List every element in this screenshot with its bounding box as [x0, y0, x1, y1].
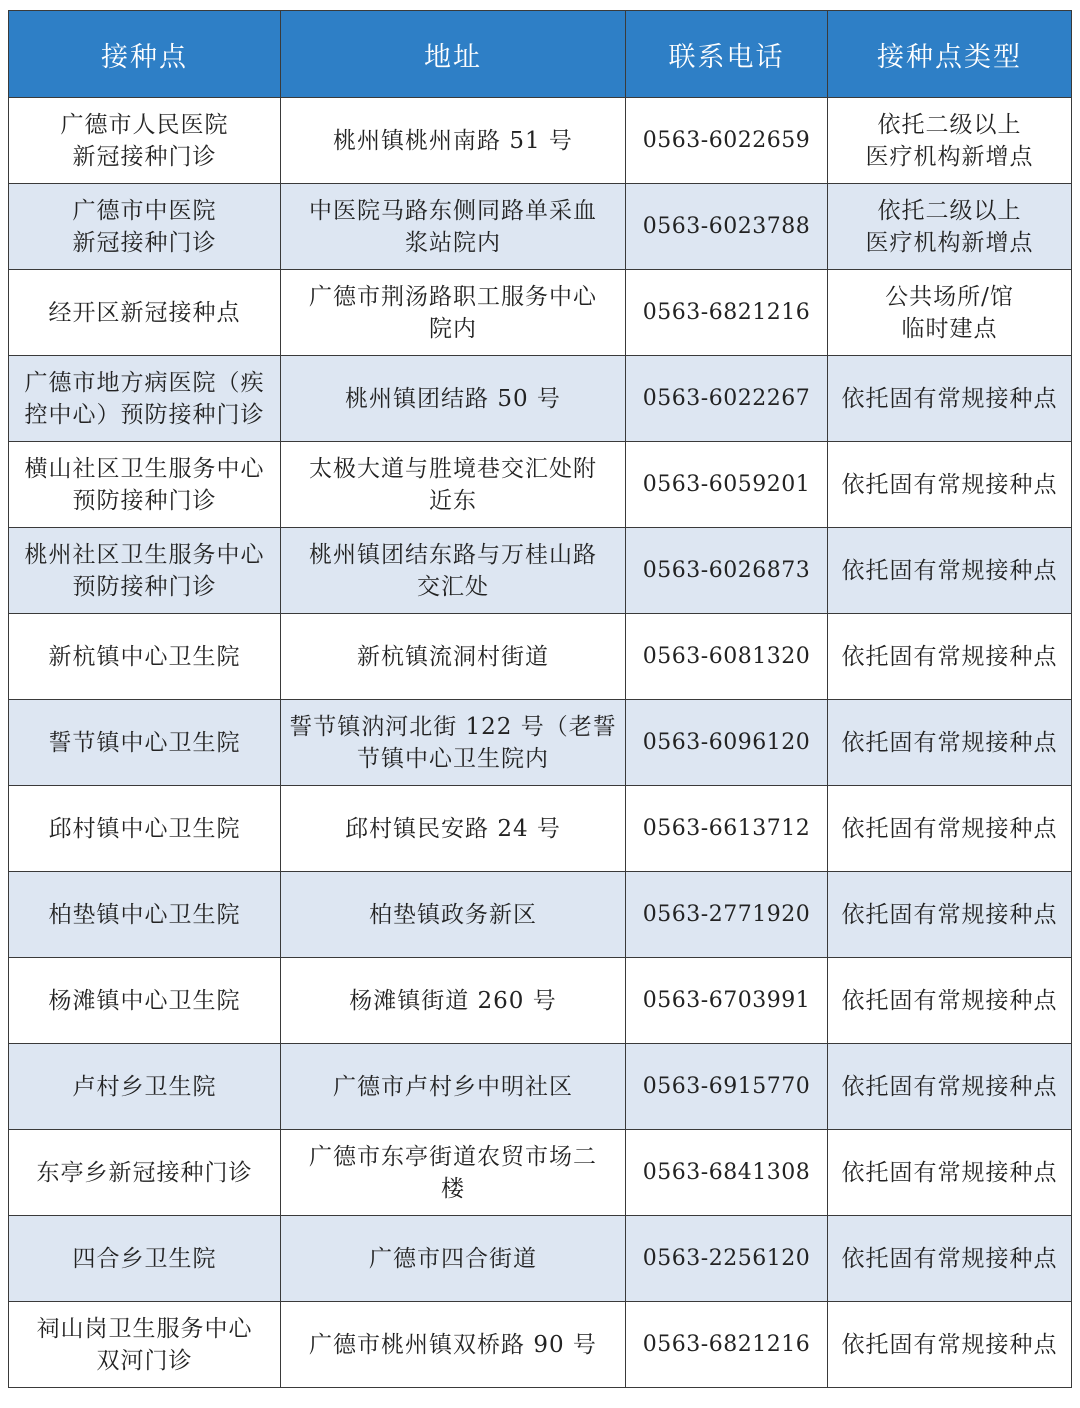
- table-row: [9, 700, 1072, 786]
- vaccination-sites-table-container: [8, 10, 1071, 1388]
- site-address: 誓节镇汭河北街 122 号（老誓 节镇中心卫生院内: [289, 713, 617, 772]
- site-name: 东亭乡新冠接种门诊: [36, 1159, 253, 1186]
- site-type: 依托固有常规接种点: [841, 729, 1058, 756]
- table-body: [9, 98, 1072, 1388]
- site-name: 广德市中医院 新冠接种门诊: [72, 197, 217, 256]
- header-phone: 联系电话: [626, 11, 828, 98]
- table-row: [9, 356, 1072, 442]
- site-phone: 0563-2771920: [626, 872, 828, 958]
- table-row: [9, 1130, 1072, 1216]
- site-name: 誓节镇中心卫生院: [48, 729, 241, 756]
- table-row: [9, 1216, 1072, 1302]
- site-type: 依托固有常规接种点: [841, 385, 1058, 412]
- header-site: 接种点: [9, 11, 281, 98]
- site-address: 杨滩镇街道 260 号: [349, 987, 557, 1014]
- site-type: 依托固有常规接种点: [841, 901, 1058, 928]
- site-type: 依托二级以上 医疗机构新增点: [865, 197, 1034, 256]
- site-type: 依托二级以上 医疗机构新增点: [865, 111, 1034, 170]
- site-phone: 0563-6841308: [626, 1130, 828, 1216]
- table-header-row: [9, 11, 1072, 98]
- site-type: 依托固有常规接种点: [841, 643, 1058, 670]
- site-phone: 0563-6022659: [626, 98, 828, 184]
- table-row: [9, 528, 1072, 614]
- site-type: 依托固有常规接种点: [841, 1331, 1058, 1358]
- site-address: 桃州镇桃州南路 51 号: [333, 127, 573, 154]
- site-phone: 0563-6703991: [626, 958, 828, 1044]
- site-address: 中医院马路东侧同路单采血 浆站院内: [309, 197, 597, 256]
- site-type: 公共场所/馆 临时建点: [885, 283, 1014, 342]
- site-name: 桃州社区卫生服务中心 预防接种门诊: [24, 541, 265, 600]
- site-address: 广德市荆汤路职工服务中心 院内: [309, 283, 597, 342]
- site-type: 依托固有常规接种点: [841, 557, 1058, 584]
- site-phone: 0563-6059201: [626, 442, 828, 528]
- table-row: [9, 98, 1072, 184]
- site-type: 依托固有常规接种点: [841, 815, 1058, 842]
- site-phone: 0563-6821216: [626, 1302, 828, 1388]
- table-row: [9, 786, 1072, 872]
- site-name: 卢村乡卫生院: [72, 1073, 217, 1100]
- site-name: 广德市地方病医院（疾 控中心）预防接种门诊: [24, 369, 265, 428]
- site-name: 四合乡卫生院: [72, 1245, 217, 1272]
- table-row: [9, 1302, 1072, 1388]
- site-type: 依托固有常规接种点: [841, 987, 1058, 1014]
- site-phone: 0563-6026873: [626, 528, 828, 614]
- site-type: 依托固有常规接种点: [841, 1073, 1058, 1100]
- site-phone: 0563-6915770: [626, 1044, 828, 1130]
- site-name: 广德市人民医院 新冠接种门诊: [60, 111, 229, 170]
- site-type: 依托固有常规接种点: [841, 1159, 1058, 1186]
- table-row: [9, 442, 1072, 528]
- vaccination-sites-table: [8, 10, 1072, 1388]
- site-address: 新杭镇流洞村街道: [357, 643, 549, 670]
- table-row: [9, 872, 1072, 958]
- site-type: 依托固有常规接种点: [841, 1245, 1058, 1272]
- site-address: 桃州镇团结路 50 号: [345, 385, 561, 412]
- site-address: 柏垫镇政务新区: [369, 901, 537, 928]
- site-name: 柏垫镇中心卫生院: [48, 901, 241, 928]
- site-address: 广德市卢村乡中明社区: [333, 1073, 573, 1100]
- site-phone: 0563-6081320: [626, 614, 828, 700]
- site-phone: 0563-6022267: [626, 356, 828, 442]
- header-address: 地址: [281, 11, 626, 98]
- site-address: 桃州镇团结东路与万桂山路 交汇处: [309, 541, 597, 600]
- site-address: 广德市四合街道: [369, 1245, 537, 1272]
- table-row: [9, 958, 1072, 1044]
- header-site-type: 接种点类型: [828, 11, 1072, 98]
- site-name: 杨滩镇中心卫生院: [48, 987, 241, 1014]
- site-name: 祠山岗卫生服务中心 双河门诊: [36, 1315, 253, 1374]
- table-row: [9, 184, 1072, 270]
- site-phone: 0563-6613712: [626, 786, 828, 872]
- site-address: 邱村镇民安路 24 号: [345, 815, 561, 842]
- site-name: 邱村镇中心卫生院: [48, 815, 241, 842]
- table-row: [9, 1044, 1072, 1130]
- site-name: 经开区新冠接种点: [48, 299, 241, 326]
- site-address: 广德市东亭街道农贸市场二 楼: [309, 1143, 597, 1202]
- site-phone: 0563-2256120: [626, 1216, 828, 1302]
- table-row: [9, 614, 1072, 700]
- table-row: [9, 270, 1072, 356]
- site-name: 新杭镇中心卫生院: [48, 643, 241, 670]
- site-phone: 0563-6096120: [626, 700, 828, 786]
- site-address: 广德市桃州镇双桥路 90 号: [309, 1331, 597, 1358]
- site-name: 横山社区卫生服务中心 预防接种门诊: [24, 455, 265, 514]
- site-address: 太极大道与胜境巷交汇处附 近东: [309, 455, 597, 514]
- site-phone: 0563-6023788: [626, 184, 828, 270]
- site-type: 依托固有常规接种点: [841, 471, 1058, 498]
- site-phone: 0563-6821216: [626, 270, 828, 356]
